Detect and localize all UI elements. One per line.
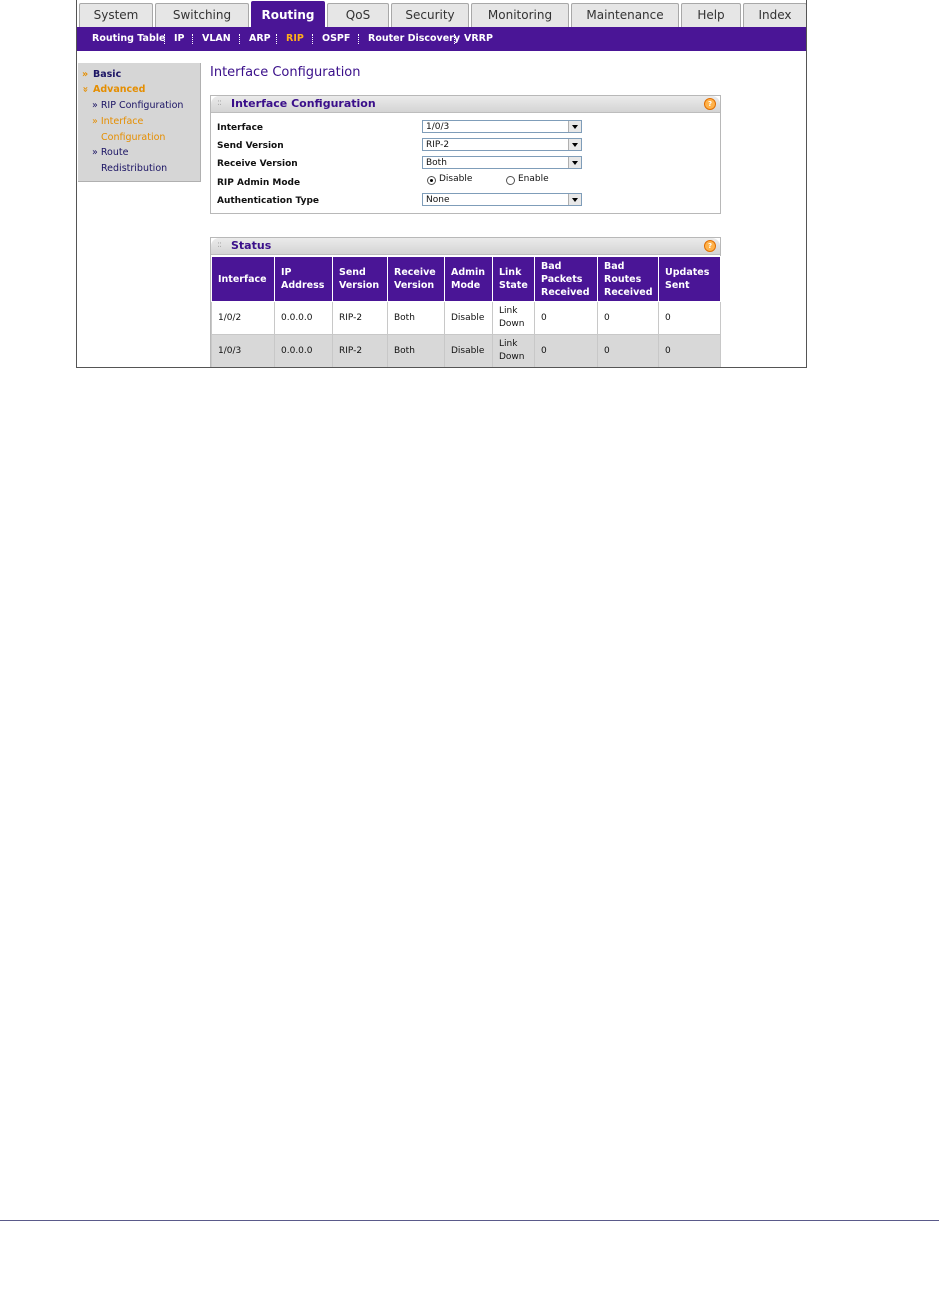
tab-monitoring[interactable]: Monitoring [471,3,569,27]
chevron-down-icon [568,139,581,150]
interface-select-value: 1/0/3 [426,122,450,132]
sidebar-item-route-redistribution[interactable]: » Route [92,147,129,158]
interface-config-panel [210,95,721,214]
sidebar-item-basic[interactable]: Basic [93,69,122,80]
sidebar-item-route-redistribution-cont[interactable]: Redistribution [101,163,168,174]
tab-routing[interactable]: Routing [251,1,325,27]
main-tab-bar [77,0,807,27]
status-panel [210,237,721,368]
drag-grip-icon: :: [217,98,222,108]
interface-select[interactable] [422,120,582,133]
subnav-router-discovery[interactable]: Router Discovery [368,33,461,44]
table-row [212,335,721,368]
sidebar-item-interface-configuration[interactable]: » Interface [92,116,144,127]
sidebar-expanded-icon: » [79,86,91,93]
column-header-link-state: Link State [493,257,535,302]
subnav-ip[interactable]: IP [174,33,185,44]
table-header-row [212,257,721,302]
send-version-select[interactable] [422,138,582,151]
send-version-select-value: RIP-2 [426,140,450,150]
admin-mode-disable-radio[interactable] [427,176,436,185]
app-window [76,0,807,368]
column-header-interface: Interface [212,257,275,302]
receive-version-label: Receive Version [217,159,298,169]
rip-admin-mode-label: RIP Admin Mode [217,178,301,188]
panel-title: Interface Configuration [231,97,376,110]
chevron-down-icon [568,157,581,168]
tab-maintenance[interactable]: Maintenance [571,3,679,27]
table-cell: Link Down [493,335,535,368]
subnav-separator [239,34,241,44]
table-row [212,302,721,335]
table-cell: 0 [535,302,598,335]
subnav-separator [164,34,166,44]
column-header-send-version: Send Version [333,257,388,302]
panel-header [211,238,720,255]
admin-mode-disable-label: Disable [439,174,473,184]
sidebar-item-advanced[interactable]: Advanced [93,84,146,95]
admin-mode-enable-label: Enable [518,174,549,184]
table-cell: 0 [598,302,659,335]
table-cell: 1/0/2 [212,302,275,335]
table-cell: 0 [535,335,598,368]
table-cell: 0.0.0.0 [275,302,333,335]
panel-header [211,96,720,113]
subnav-rip[interactable]: RIP [286,33,304,44]
chevron-down-icon [568,121,581,132]
authentication-type-select-value: None [426,195,450,205]
chevron-down-icon [568,194,581,205]
page-divider [0,1220,939,1221]
sidebar-marker-icon: » [82,69,89,80]
sidebar-menu [78,63,201,182]
table-cell: Disable [445,335,493,368]
tab-help[interactable]: Help [681,3,741,27]
panel-title: Status [231,239,272,252]
send-version-label: Send Version [217,141,284,151]
column-header-bad-routes-received: Bad Routes Received [598,257,659,302]
authentication-type-select[interactable] [422,193,582,206]
subnav-separator [192,34,194,44]
subnav-routing-table[interactable]: Routing Table [92,33,166,44]
table-cell: 0.0.0.0 [275,335,333,368]
subnav-separator [312,34,314,44]
tab-system[interactable]: System [79,3,153,27]
table-cell: Link Down [493,302,535,335]
table-cell: 0 [659,302,721,335]
authentication-type-label: Authentication Type [217,196,319,206]
help-icon[interactable]: ? [704,98,716,110]
sidebar-item-rip-configuration[interactable]: » RIP Configuration [92,100,184,111]
help-icon[interactable]: ? [704,240,716,252]
tab-security[interactable]: Security [391,3,469,27]
subnav-separator [454,34,456,44]
subnav-separator [358,34,360,44]
tab-qos[interactable]: QoS [327,3,389,27]
subnav-vrrp[interactable]: VRRP [464,33,493,44]
subnav-vlan[interactable]: VLAN [202,33,231,44]
column-header-admin-mode: Admin Mode [445,257,493,302]
table-cell: 0 [659,335,721,368]
page-title: Interface Configuration [210,65,361,80]
sidebar-item-interface-configuration-cont[interactable]: Configuration [101,132,166,143]
table-cell: Both [388,335,445,368]
column-header-receive-version: Receive Version [388,257,445,302]
receive-version-select-value: Both [426,158,447,168]
tab-index[interactable]: Index [743,3,807,27]
table-cell: Both [388,302,445,335]
tab-switching[interactable]: Switching [155,3,249,27]
subnav-arp[interactable]: ARP [249,33,271,44]
column-header-updates-sent: Updates Sent [659,257,721,302]
subnav-separator [276,34,278,44]
column-header-bad-packets-received: Bad Packets Received [535,257,598,302]
status-table [211,256,721,368]
column-header-ip-address: IP Address [275,257,333,302]
table-cell: 0 [598,335,659,368]
admin-mode-enable-radio[interactable] [506,176,515,185]
table-cell: RIP-2 [333,302,388,335]
receive-version-select[interactable] [422,156,582,169]
table-cell: RIP-2 [333,335,388,368]
drag-grip-icon: :: [217,240,222,250]
table-cell: 1/0/3 [212,335,275,368]
table-cell: Disable [445,302,493,335]
subnav-ospf[interactable]: OSPF [322,33,351,44]
sub-navigation [77,27,807,51]
interface-label: Interface [217,123,264,133]
